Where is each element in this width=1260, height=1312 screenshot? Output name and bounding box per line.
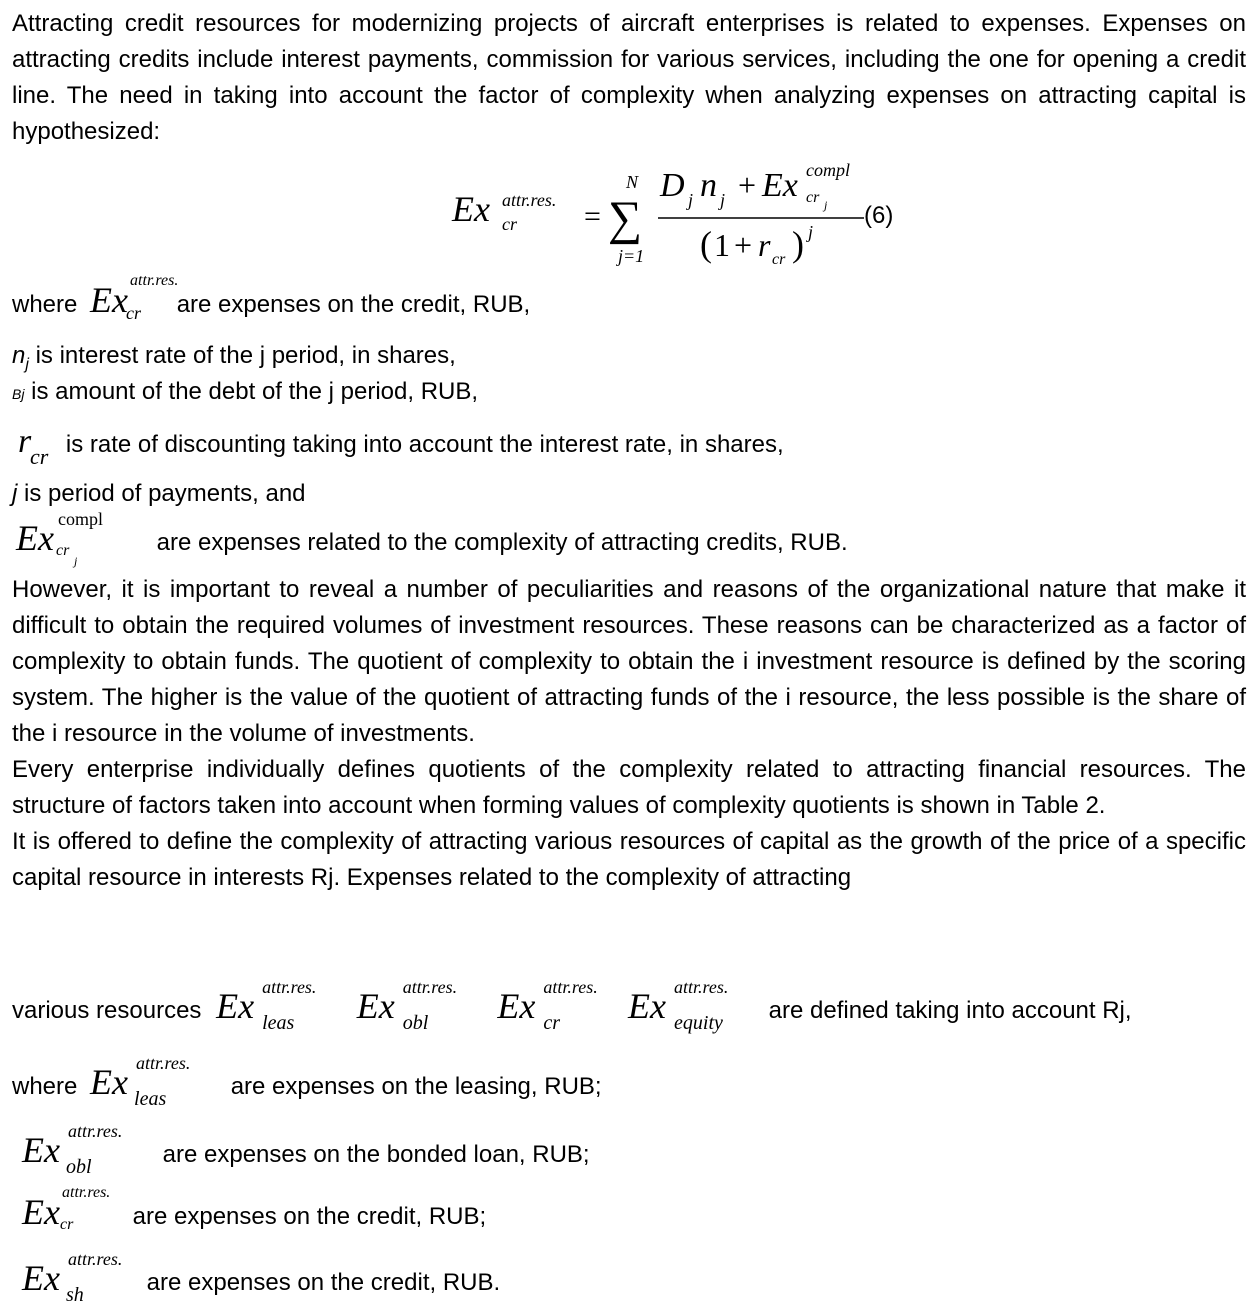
- n-sub: j: [25, 355, 29, 373]
- eq-sum-lower: j=1: [618, 246, 645, 266]
- j-text: is period of payments, and: [24, 480, 306, 507]
- n-symbol: n: [12, 342, 26, 369]
- def-r: [12, 423, 784, 469]
- eq-num-sub: cr: [806, 189, 820, 206]
- ex-equity-symbol: Ex attr.res. equity: [628, 977, 729, 1034]
- eq-equals: =: [584, 200, 601, 233]
- def-obl: [12, 1121, 590, 1178]
- eq-lhs-sup: attr.res.: [502, 190, 557, 210]
- r-text: is rate of discounting taking into account the interest rate, in shares,: [65, 431, 784, 458]
- ex-leas-symbol: Ex attr.res. leas: [216, 977, 317, 1034]
- def-leas: [12, 1053, 602, 1110]
- n-text: is interest rate of the j period, in shares,: [35, 342, 456, 369]
- eq-num-j1: j: [688, 190, 694, 210]
- various-resources-line: [12, 977, 1132, 1034]
- eq-sum-upper: N: [626, 172, 639, 192]
- def-sh: [12, 1249, 501, 1306]
- eq-den-rsub: cr: [772, 251, 786, 268]
- b-text: is amount of the debt of the j period, RUB,: [31, 378, 479, 405]
- body-paragraphs: [12, 572, 1246, 896]
- eq-num-plus: +: [738, 167, 757, 203]
- leas-text: are expenses on the leasing, RUB;: [230, 1073, 602, 1100]
- ex-obl-def-symbol: Ex attr.res. obl: [22, 1121, 123, 1178]
- b-symbol: Bj: [12, 386, 25, 402]
- paragraph-intro: Attracting credit resources for modernizing projects of aircraft enterprises is related to expenses. Expenses on attracting credits include interest payments, commission for various services, including the one for opening a credit line. The need in taking into account the factor of complexity when analyzing expenses on attracting capital is hypothesized:: [12, 10, 1246, 145]
- ex-compl-text: are expenses related to the complexity of attracting credits, RUB.: [156, 529, 848, 556]
- where-label: where: [12, 291, 78, 318]
- sh-text: are expenses on the credit, RUB.: [146, 1269, 501, 1296]
- eq-den-r: r: [758, 227, 771, 263]
- ex-leas-def-symbol: Ex attr.res. leas: [90, 1053, 191, 1110]
- eq-num-j2: j: [720, 190, 726, 210]
- ex-compl-symbol: Ex compl cr j: [16, 509, 103, 568]
- ex-cr-text: are expenses on the credit, RUB,: [176, 291, 531, 318]
- eq-den-exp: j: [808, 222, 814, 242]
- equation-6: [12, 156, 1246, 286]
- various-prefix: various resources: [12, 997, 202, 1024]
- cr-text: are expenses on the credit, RUB;: [132, 1203, 487, 1230]
- paragraph-quotients: Every enterprise individually defines quotients of the complexity related to attracting financial resources. The structure of factors taken into account when forming values of complexity quotients is shown in Table 2.: [12, 756, 1246, 819]
- eq-num-n: n: [700, 167, 717, 204]
- def-cr: [12, 1184, 487, 1235]
- eq-num-d: D: [660, 167, 685, 204]
- ex-cr-def-symbol: Ex attr.res. cr: [22, 1184, 111, 1233]
- where-label-2: where: [12, 1073, 78, 1100]
- eq-num-subsub: j: [824, 198, 828, 212]
- various-suffix: are defined taking into account Rj,: [768, 997, 1132, 1024]
- eq-lhs-sub: cr: [502, 214, 517, 234]
- def-b: [12, 374, 478, 412]
- paragraph-complexity: It is offered to define the complexity of attracting various resources of capital as the growth of the price of a specific capital resource in interests Rj. Expenses related to the complexity of attracting: [12, 828, 1246, 891]
- def-ex-cr: [12, 272, 531, 323]
- eq-den-one: 1: [714, 227, 730, 263]
- ex-cr-symbol: Ex attr.res. cr: [90, 272, 179, 323]
- eq-den-close: ): [792, 224, 804, 264]
- eq-num-ex: Ex: [762, 167, 798, 204]
- def-j: [12, 476, 306, 512]
- eq-num-sup: compl: [806, 160, 850, 180]
- ex-sh-def-symbol: Ex attr.res. sh: [22, 1249, 123, 1306]
- ex-cr2-symbol: Ex attr.res. cr: [497, 977, 598, 1034]
- ex-obl-symbol: Ex attr.res. obl: [356, 977, 458, 1034]
- obl-text: are expenses on the bonded loan, RUB;: [162, 1141, 590, 1168]
- eq-den-plus: +: [734, 227, 753, 263]
- r-symbol: r cr: [18, 423, 49, 469]
- eq-lhs-base: Ex: [452, 189, 490, 229]
- eq-den-open: (: [700, 224, 712, 264]
- eq-sum-symbol: ∑: [608, 192, 643, 245]
- paragraph-peculiarities: However, it is important to reveal a number of peculiarities and reasons of the organizational nature that make it difficult to obtain the required volumes of investment resources. These reasons can be characterized as a factor of complexity to obtain funds. The quotient of complexity to obtain the i investment resource is defined by the scoring system. The higher is the value of the quotient of attracting funds of the i resource, the less possible is the share of the i resource in the volume of investments.: [12, 576, 1246, 747]
- j-symbol: j: [12, 480, 18, 507]
- equation-svg: [12, 156, 1246, 286]
- def-compl: [12, 509, 848, 568]
- equation-number: (6): [864, 202, 894, 229]
